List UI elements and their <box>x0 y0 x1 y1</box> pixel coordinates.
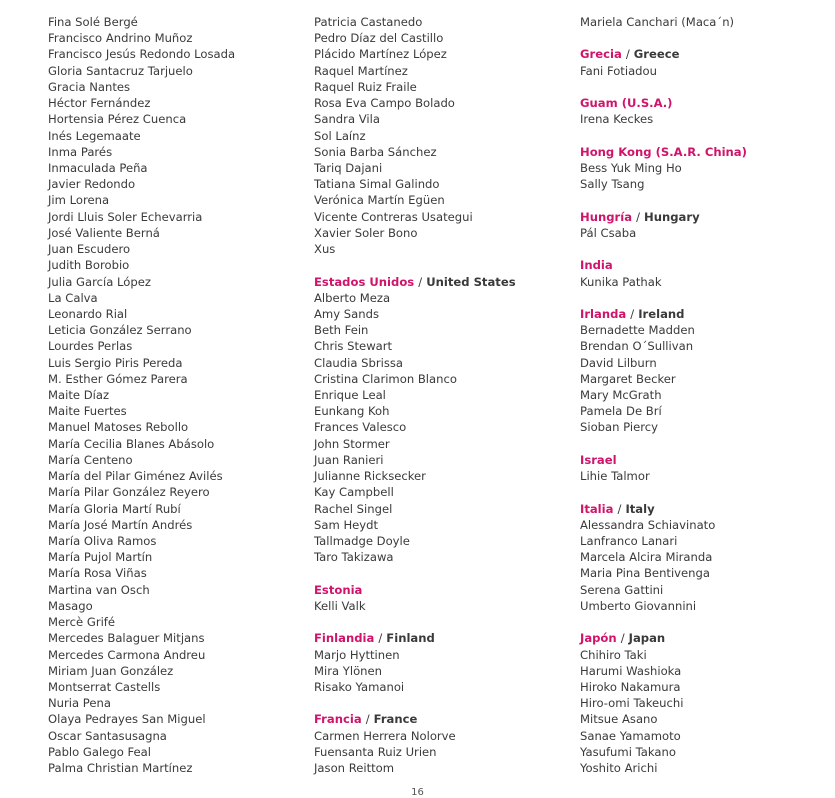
heading-separator: / <box>378 631 383 646</box>
country-name-english: Japan <box>628 631 666 646</box>
section-spacer <box>580 436 747 452</box>
person-name: Masago <box>48 598 93 613</box>
country-name-spanish: Finlandia <box>314 631 375 646</box>
country-heading <box>580 144 747 160</box>
country-name-english: Italy <box>625 501 655 516</box>
person-name: Rosa Eva Campo Bolado <box>314 96 455 111</box>
person-name: David Lilburn <box>580 355 657 370</box>
country-name-english: Finland <box>386 631 435 646</box>
person-name: Olaya Pedrayes San Miguel <box>48 712 206 727</box>
person-name: Chris Stewart <box>314 339 393 354</box>
person-name: Hiroko Nakamura <box>580 679 681 694</box>
person-name: Xavier Soler Bono <box>314 225 418 240</box>
person-name: La Calva <box>48 290 98 305</box>
person-name: María Oliva Ramos <box>48 534 157 548</box>
person-name: Hortensia Pérez Cuenca <box>48 112 187 127</box>
person-name: Taro Takizawa <box>314 550 394 565</box>
person-name: Miriam Juan González <box>48 663 174 678</box>
person-name: María Pujol Martín <box>48 550 153 565</box>
section-spacer <box>580 484 747 500</box>
person-name: Claudia Sbrissa <box>314 355 404 370</box>
person-name: Maite Díaz <box>48 388 110 403</box>
person-name: Sandra Vila <box>314 112 380 127</box>
country-name-spanish: Italia <box>580 501 614 516</box>
person-name: Lourdes Perlas <box>48 339 133 354</box>
section-spacer <box>580 79 747 95</box>
person-name: Verónica Martín Egüen <box>314 193 445 208</box>
person-name: Marjo Hyttinen <box>314 647 400 662</box>
person-name: Raquel Martínez <box>314 63 408 78</box>
person-name: Gloria Santacruz Tarjuelo <box>48 63 193 78</box>
person-name: Juan Escudero <box>48 242 131 257</box>
country-name-spanish: Estados Unidos <box>314 274 415 289</box>
person-name: Luis Sergio Piris Pereda <box>48 355 183 370</box>
person-name: Kelli Valk <box>314 598 366 613</box>
person-name: Carmen Herrera Nolorve <box>314 728 456 743</box>
person-name: Jim Lorena <box>48 193 110 208</box>
person-name: María José Martín Andrés <box>48 517 193 532</box>
country-heading <box>580 209 747 225</box>
person-name: Leticia González Serrano <box>48 323 192 338</box>
person-name: John Stormer <box>314 436 390 451</box>
person-name: Margaret Becker <box>580 371 676 386</box>
person-name: Francisco Jesús Redondo Losada <box>48 47 236 62</box>
person-name: Bernadette Madden <box>580 323 695 338</box>
person-name: Alessandra Schiavinato <box>580 517 716 532</box>
person-name: Patricia Castanedo <box>314 15 423 29</box>
person-name: Palma Christian Martínez <box>48 761 193 776</box>
person-name: José Valiente Berná <box>48 225 160 240</box>
person-name: Chihiro Taki <box>580 647 647 662</box>
person-name: Yasufumi Takano <box>580 744 676 759</box>
person-name: Marcela Alcira Miranda <box>580 550 713 565</box>
person-name: Mariela Canchari (Maca´n) <box>580 15 735 29</box>
person-name: M. Esther Gómez Parera <box>48 371 188 386</box>
country-name-english: United States <box>426 274 516 289</box>
person-name: Juan Ranieri <box>314 452 384 467</box>
section-spacer <box>580 290 747 306</box>
name-column-3 <box>580 14 747 776</box>
person-name: Mary McGrath <box>580 388 662 403</box>
person-name: Lanfranco Lanari <box>580 534 678 548</box>
name-column-1 <box>48 14 235 776</box>
person-name: Fina Solé Bergé <box>48 15 138 29</box>
person-name: Frances Valesco <box>314 420 407 435</box>
person-name: Mercedes Balaguer Mitjans <box>48 631 205 646</box>
person-name: Inmaculada Peña <box>48 160 148 175</box>
person-name: Raquel Ruiz Fraile <box>314 79 417 94</box>
section-spacer <box>314 614 516 630</box>
person-name: María Gloria Martí Rubí <box>48 501 181 516</box>
person-name: Inma Parés <box>48 144 113 159</box>
country-name-spanish: Hungría <box>580 209 633 224</box>
country-name-english: Ireland <box>638 306 685 321</box>
country-heading <box>580 630 747 646</box>
person-name: Pamela De Brí <box>580 404 662 419</box>
person-name: Eunkang Koh <box>314 404 390 419</box>
country-name-spanish: Israel <box>580 452 617 467</box>
page-number: 16 <box>411 787 424 798</box>
person-name: Hiro-omi Takeuchi <box>580 696 684 711</box>
person-name: Montserrat Castells <box>48 679 161 694</box>
section-spacer <box>580 192 747 208</box>
person-name: Héctor Fernández <box>48 96 151 111</box>
country-heading <box>580 306 747 322</box>
country-name-english: France <box>373 712 418 727</box>
person-name: Rachel Singel <box>314 501 393 516</box>
section-spacer <box>314 565 516 581</box>
person-name: Xus <box>314 242 336 257</box>
person-name: Umberto Giovannini <box>580 598 697 613</box>
country-heading <box>314 711 516 727</box>
person-name: Sonia Barba Sánchez <box>314 144 437 159</box>
person-name: Tatiana Simal Galindo <box>314 177 440 192</box>
section-spacer <box>580 241 747 257</box>
person-name: Irena Keckes <box>580 112 654 127</box>
person-name: Yoshito Arichi <box>580 761 658 776</box>
person-name: Oscar Santasusagna <box>48 728 167 743</box>
person-name: Tallmadge Doyle <box>314 534 410 548</box>
person-name: Tariq Dajani <box>314 160 383 175</box>
person-name: Mitsue Asano <box>580 712 658 727</box>
person-name: Nuria Pena <box>48 696 111 711</box>
section-spacer <box>314 695 516 711</box>
person-name: Enrique Leal <box>314 388 386 403</box>
section-spacer <box>580 614 747 630</box>
person-name: Fuensanta Ruiz Urien <box>314 744 437 759</box>
person-name: Cristina Clarimon Blanco <box>314 371 457 386</box>
person-name: Sol Laínz <box>314 128 366 143</box>
person-name: Brendan O´Sullivan <box>580 339 694 354</box>
country-heading <box>580 95 747 111</box>
person-name: Lihie Talmor <box>580 469 650 484</box>
section-spacer <box>580 128 747 144</box>
person-name: Risako Yamanoi <box>314 679 405 694</box>
country-name-spanish: Japón <box>580 631 617 646</box>
person-name: Mercedes Carmona Andreu <box>48 647 206 662</box>
person-name: María del Pilar Giménez Avilés <box>48 469 223 484</box>
heading-separator: / <box>617 501 622 516</box>
person-name: Sally Tsang <box>580 177 645 192</box>
country-heading <box>580 46 747 62</box>
person-name: Leonardo Rial <box>48 306 128 321</box>
person-name: Mira Ylönen <box>314 663 383 678</box>
person-name: Alberto Meza <box>314 290 391 305</box>
section-spacer <box>580 30 747 46</box>
country-name-spanish: Francia <box>314 712 362 727</box>
person-name: Manuel Matoses Rebollo <box>48 420 189 435</box>
country-name-spanish: Hong Kong (S.A.R. China) <box>580 144 747 159</box>
person-name: Plácido Martínez López <box>314 47 447 62</box>
heading-separator: / <box>636 209 640 224</box>
heading-separator: / <box>625 47 630 62</box>
person-name: Fani Fotiadou <box>580 63 657 78</box>
person-name: Harumi Washioka <box>580 663 682 678</box>
name-column-2 <box>314 14 516 776</box>
person-name: Kay Campbell <box>314 485 394 500</box>
person-name: Jason Reittom <box>314 761 395 776</box>
person-name: Kunika Pathak <box>580 274 662 289</box>
person-name: Pedro Díaz del Castillo <box>314 31 444 46</box>
country-heading <box>314 582 516 598</box>
person-name: Mercè Grifé <box>48 615 116 630</box>
person-name: Jordi Lluis Soler Echevarria <box>48 209 203 224</box>
country-heading <box>580 257 747 273</box>
person-name: Amy Sands <box>314 306 379 321</box>
person-name: María Pilar González Reyero <box>48 485 210 500</box>
person-name: Javier Redondo <box>48 177 136 192</box>
country-name-spanish: Grecia <box>580 47 622 62</box>
person-name: Sam Heydt <box>314 517 379 532</box>
country-name-spanish: Estonia <box>314 582 363 597</box>
country-heading <box>314 274 516 290</box>
person-name: Pablo Galego Feal <box>48 744 152 759</box>
person-name: Maite Fuertes <box>48 404 127 419</box>
country-name-spanish: Guam (U.S.A.) <box>580 96 673 111</box>
person-name: María Cecilia Blanes Abásolo <box>48 436 215 451</box>
person-name: María Rosa Viñas <box>48 566 147 581</box>
person-name: Julianne Ricksecker <box>314 469 426 484</box>
person-name: Judith Borobio <box>48 258 130 273</box>
person-name: Beth Fein <box>314 323 369 338</box>
person-name: Vicente Contreras Usategui <box>314 209 473 224</box>
country-name-english: Greece <box>633 47 680 62</box>
person-name: Sanae Yamamoto <box>580 728 681 743</box>
heading-separator: / <box>418 274 423 289</box>
heading-separator: / <box>620 631 625 646</box>
heading-separator: / <box>365 712 370 727</box>
person-name: Martina van Osch <box>48 582 150 597</box>
person-name: Serena Gattini <box>580 582 664 597</box>
person-name: Julia García López <box>48 274 151 289</box>
country-heading <box>580 452 747 468</box>
person-name: Bess Yuk Ming Ho <box>580 160 682 175</box>
country-name-spanish: India <box>580 258 613 273</box>
person-name: Inés Legemaate <box>48 128 141 143</box>
section-spacer <box>314 257 516 273</box>
person-name: Pál Csaba <box>580 225 637 240</box>
country-heading <box>314 630 516 646</box>
heading-separator: / <box>630 306 635 321</box>
country-heading <box>580 501 747 517</box>
person-name: Maria Pina Bentivenga <box>580 566 710 581</box>
person-name: Francisco Andrino Muñoz <box>48 31 193 46</box>
person-name: María Centeno <box>48 452 133 467</box>
person-name: Gracia Nantes <box>48 79 131 94</box>
person-name: Sioban Piercy <box>580 420 659 435</box>
country-name-english: Hungary <box>644 209 700 224</box>
country-name-spanish: Irlanda <box>580 306 627 321</box>
